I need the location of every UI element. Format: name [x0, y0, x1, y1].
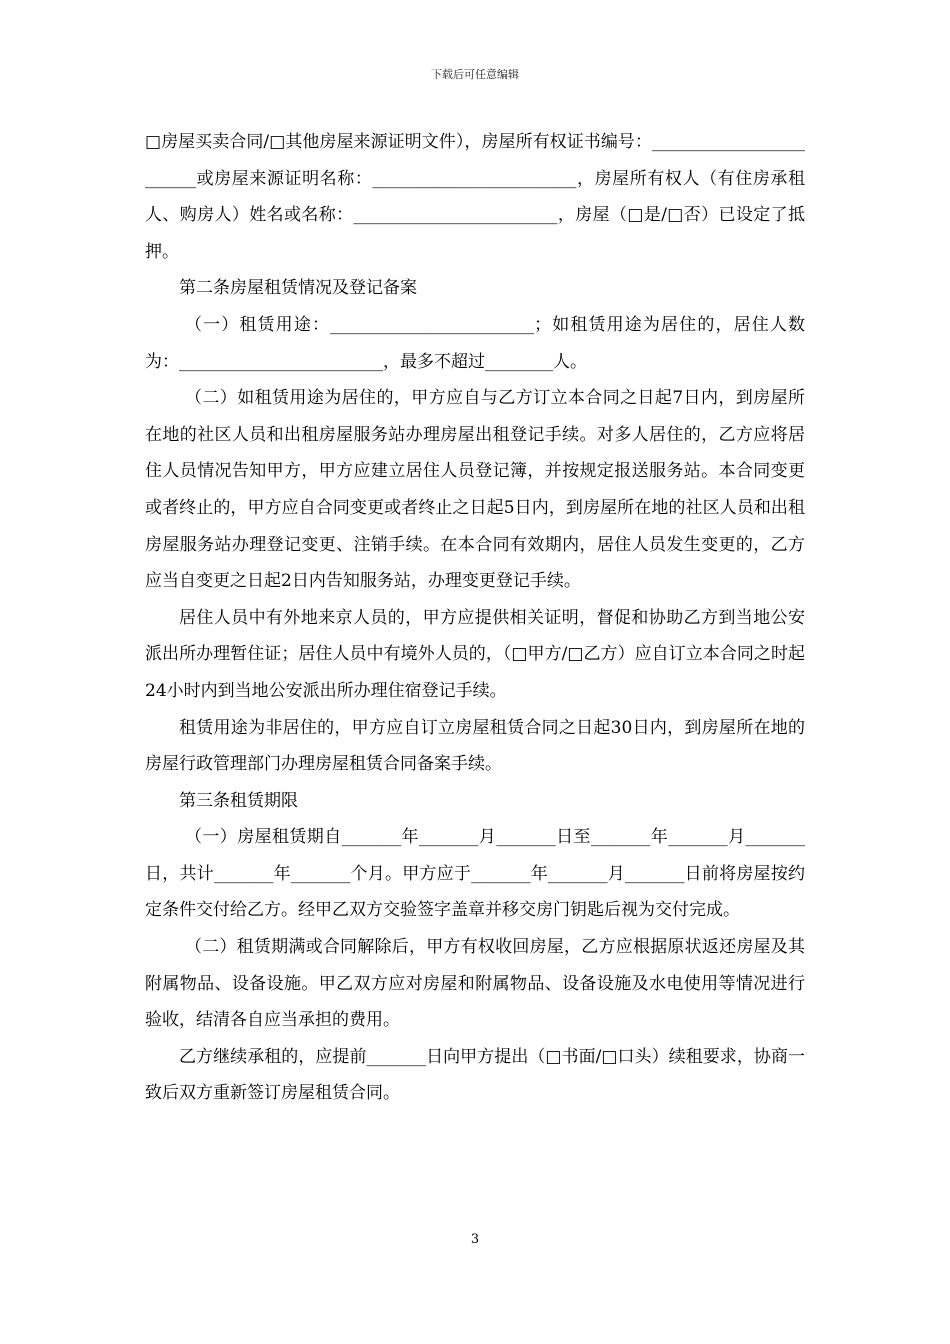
page-header: 下载后可任意编辑 [431, 68, 519, 81]
paragraph-lease-purpose: （一）租赁用途：________________________；如租赁用途为居住的，居住人数为：________________________，最多不超过________人。 [145, 314, 805, 372]
paragraph-lease-expiry: （二）租赁期满或合同解除后，甲方有权收回房屋，乙方应根据原状返还房屋及其附属物品、设备设施。甲乙双方应对房屋和附属物品、设备设施及水电使用等情况进行验收，结清各自应当承担的费用。 [145, 937, 805, 1031]
section-heading-article-2: 第二条房屋租赁情况及登记备案 [179, 278, 417, 299]
paragraph-renewal: 乙方继续承租的，应提前_______日向甲方提出（□书面/□口头）续租要求，协商一致后双方重新签订房屋租赁合同。 [145, 1046, 805, 1104]
section-heading-article-3: 第三条租赁期限 [179, 790, 298, 811]
paragraph-residents: 居住人员中有外地来京人员的，甲方应提供相关证明，督促和协助乙方到当地公安派出所办理暂住证；居住人员中有境外人员的，（□甲方/□乙方）应自订立本合同之时起24小时内到当地公安派出所办理住宿登记手续。 [145, 607, 805, 701]
paragraph-property-ownership: □房屋买卖合同/□其他房屋来源证明文件），房屋所有权证书编号：________________________或房屋来源证明名称：________________________，房屋所有权人（有住房承租人、购房人）姓名或名称：________________________，房屋（□是/□否）已设定了抵押。 [145, 132, 805, 262]
paragraph-non-residential: 租赁用途为非居住的，甲方应自订立房屋租赁合同之日起30日内，到房屋所在地的房屋行政管理部门办理房屋租赁合同备案手续。 [145, 717, 805, 775]
paragraph-registration: （二）如租赁用途为居住的，甲方应自与乙方订立本合同之日起7日内，到房屋所在地的社区人员和出租房屋服务站办理房屋出租登记手续。对多人居住的，乙方应将居住人员情况告知甲方，甲方应建立居住人员登记簿，并按规定报送服务站。本合同变更或者终止的，甲方应自合同变更或者终止之日起5日内，到房屋所在地的社区人员和出租房屋服务站办理登记变更、注销手续。在本合同有效期内，居住人员发生变更的，乙方应当自变更之日起2日内告知服务站，办理变更登记手续。 [145, 388, 805, 592]
document-body [145, 124, 805, 1112]
paragraph-lease-term: （一）房屋租赁期自_______年_______月_______日至_______年_______月_______日，共计_______年_______个月。甲方应于_______年_______月_______日前将房屋按约定条件交付给乙方。经甲乙双方交验签字盖章并移交房门钥匙后视为交付完成。 [145, 827, 805, 921]
page-number: 3 [470, 1232, 480, 1247]
